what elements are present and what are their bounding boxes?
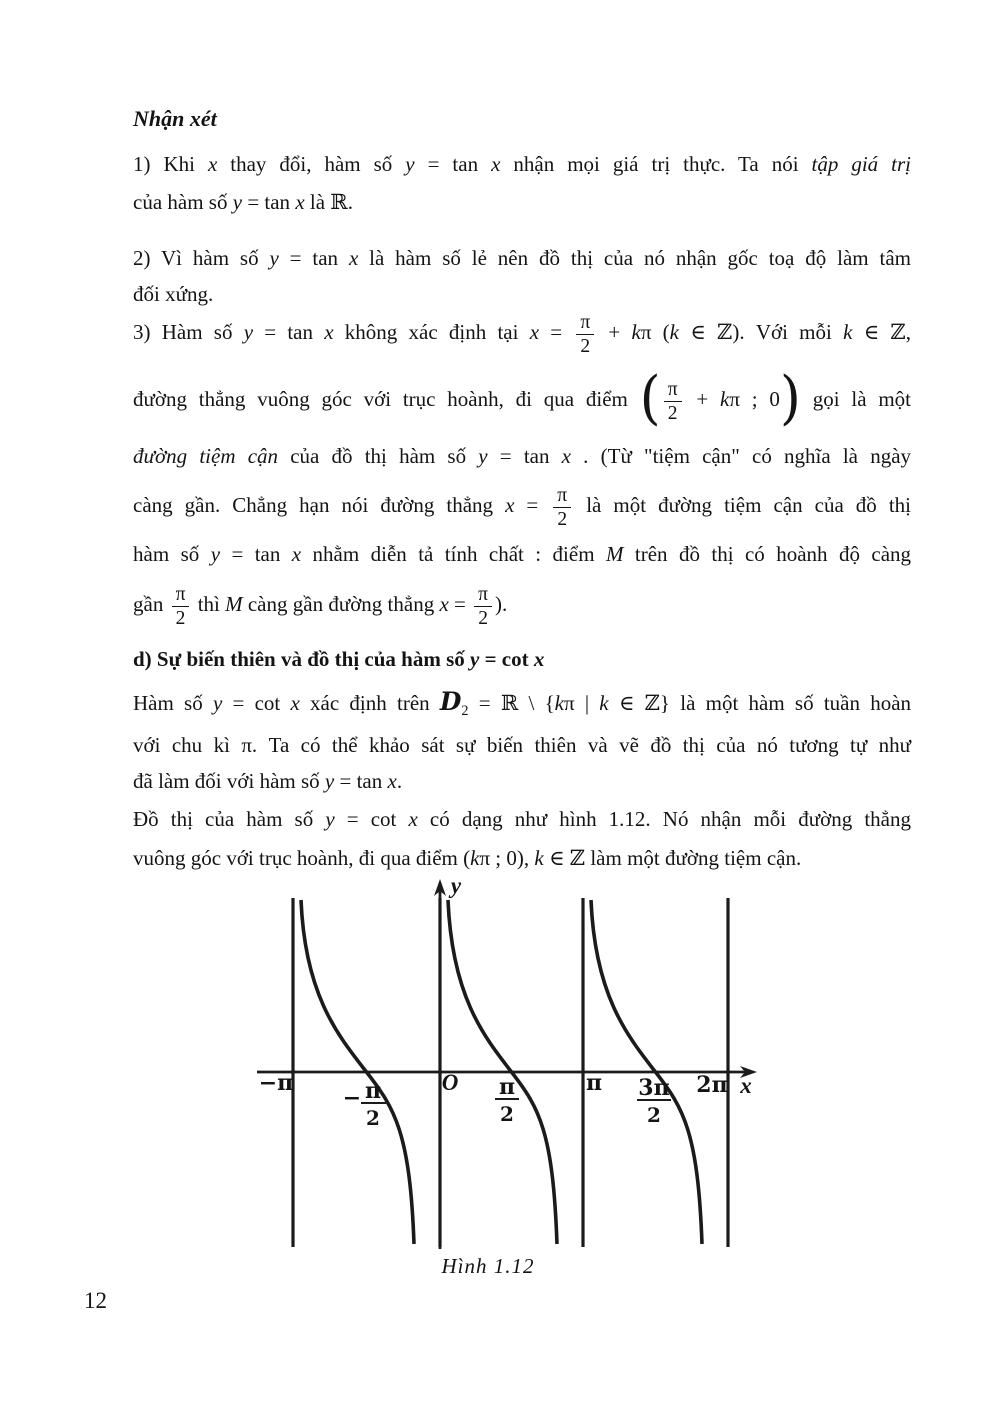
text-line: gần $\frac{\pi}{2}$ thì M càng gần đường thẳng x = $\frac{\pi}{2}$ ). xyxy=(133,583,508,629)
tick-pi: π xyxy=(585,1070,603,1096)
tick-2pi: 2π xyxy=(696,1072,728,1098)
text-line: càng gần. Chẳng hạn nói đường thẳng x = $\frac{\pi}{2}$ là một đường tiệm cận của đồ thị xyxy=(133,484,911,530)
tick-neg-pi: −π xyxy=(258,1070,294,1096)
minus-sign: − xyxy=(342,1085,362,1111)
text-line: đường thẳng vuông góc với trục hoành, đi qua điểm ( $\frac{\pi}{2}$ + kπ ; 0) gọi là một xyxy=(133,363,912,432)
figure-caption: Hình 1.12 xyxy=(441,1254,535,1278)
numerator: π xyxy=(498,1074,516,1100)
text-line: 1) Khi x thay đổi, hàm số y = tan x nhận mọi giá trị thực. Ta nói tập giá trị xyxy=(133,152,911,176)
numerator: 3π xyxy=(638,1075,670,1101)
text-line: Đồ thị của hàm số y = cot x có dạng như hình 1.12. Nó nhận mỗi đường thẳng xyxy=(133,807,911,831)
y-axis-label: y xyxy=(450,876,462,898)
figure-1-12 xyxy=(0,876,1004,1258)
cotangent-graph xyxy=(0,876,1004,1258)
page-number: 12 xyxy=(84,1288,107,1313)
section-heading-d: d) Sự biến thiên và đồ thị của hàm số y = cot x xyxy=(133,647,545,671)
inline-fraction: $\frac{\pi}{2}$ xyxy=(172,584,190,629)
inline-fraction: $\frac{\pi}{2}$ xyxy=(576,312,594,357)
text-line: 3) Hàm số y = tan x không xác định tại x = $\frac{\pi}{2}$ + kπ (k ∈ ℤ). Với mỗi k ∈ ℤ, xyxy=(133,311,911,357)
inline-fraction: $\frac{\pi}{2}$ xyxy=(474,584,492,629)
text-line: của hàm số y = tan x là ℝ. xyxy=(133,190,353,214)
text-line: hàm số y = tan x nhằm diễn tả tính chất : điểm M trên đồ thị có hoành độ càng xyxy=(133,542,912,566)
inline-fraction: $\frac{\pi}{2}$ xyxy=(664,379,682,424)
text-line: đối xứng. xyxy=(133,282,214,306)
text-line: đường tiệm cận của đồ thị hàm số y = tan x . (Từ "tiệm cận" có nghĩa là ngày xyxy=(133,444,912,468)
tick-pi-over-2 xyxy=(495,1074,519,1126)
origin-label: O xyxy=(441,1070,459,1095)
tick-neg-pi-over-2 xyxy=(343,1078,386,1130)
numerator: π xyxy=(364,1078,382,1104)
text-line: đã làm đối với hàm số y = tan x. xyxy=(133,769,403,793)
tick-3pi-over-2 xyxy=(637,1075,671,1127)
denominator: 2 xyxy=(366,1106,380,1130)
denominator: 2 xyxy=(647,1103,661,1127)
x-axis-label: x xyxy=(740,1073,752,1098)
inline-fraction: $\frac{\pi}{2}$ xyxy=(553,485,571,530)
text-line: vuông góc với trục hoành, đi qua điểm (kπ ; 0), k ∈ ℤ làm một đường tiệm cận. xyxy=(133,846,802,870)
denominator: 2 xyxy=(500,1102,514,1126)
text-line: với chu kì π. Ta có thể khảo sát sự biến thiên và vẽ đồ thị của nó tương tự như xyxy=(133,733,911,757)
text-line: 2) Vì hàm số y = tan x là hàm số lẻ nên đồ thị của nó nhận gốc toạ độ làm tâm xyxy=(133,246,912,270)
section-heading-nhan-xet: Nhận xét xyxy=(133,106,217,131)
text-line: Hàm số y = cot x xác định trên $D_2$ = ℝ \ {kπ | k ∈ ℤ} là một hàm số tuần hoàn xyxy=(133,687,912,719)
